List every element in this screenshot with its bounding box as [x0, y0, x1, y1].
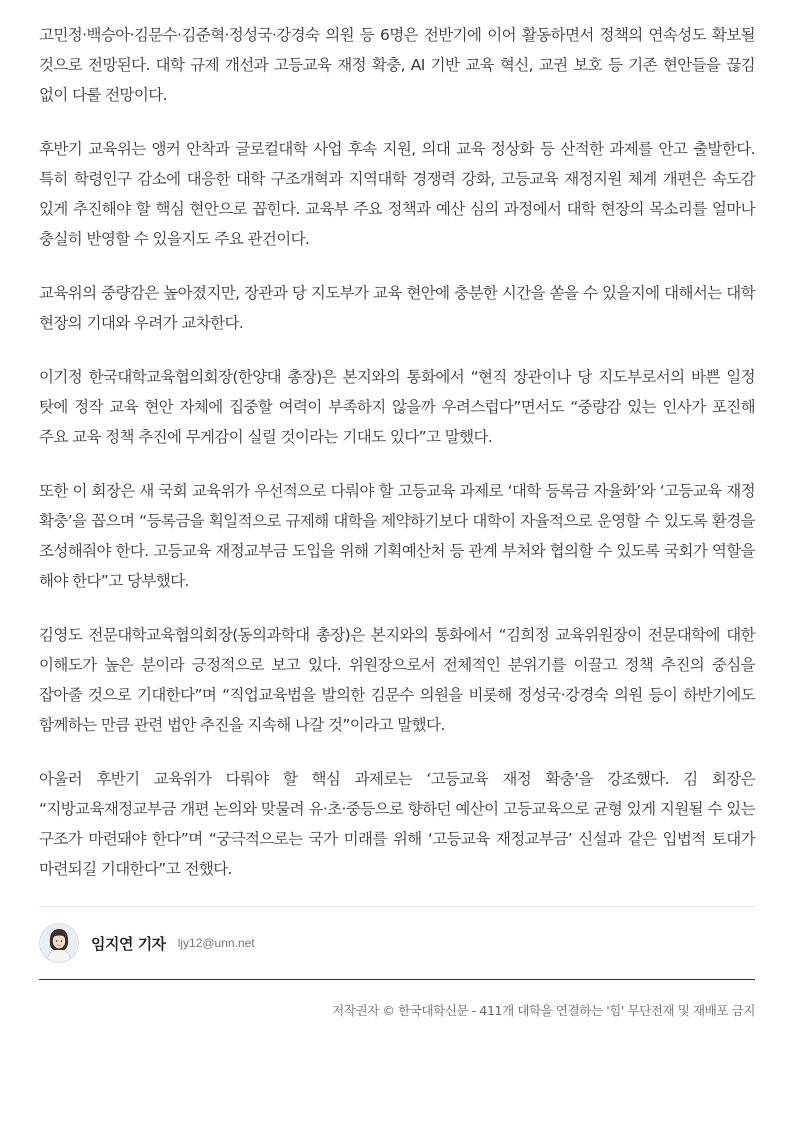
article-paragraph: 아울러 후반기 교육위가 다뤄야 할 핵심 과제로는 ‘고등교육 재정 확충’을 강조했다. 김 회장은 “지방교육재정교부금 개편 논의와 맞물려 유·초·중등으로 향하던 예산이 고등교육으로 균형 있게 지원될 수 있는 구조가 마련돼야 한다”며 “궁극적으로는 국가 미래를 위해 ‘고등교육 재정교부금’ 신설과 같은 입법적 토대가 마련되길 기대한다”고 전했다. — [39, 770, 755, 878]
footer-divider — [39, 979, 755, 980]
article-paragraph: 또한 이 회장은 새 국회 교육위가 우선적으로 다뤄야 할 고등교육 과제로 ‘대학 등록금 자율화’와 ‘고등교육 재정 확충’을 꼽으며 “등록금을 획일적으로 규제해 대학을 제약하기보다 대학이 자율적으로 운영할 수 있도록 환경을 조성해줘야 한다. 고등교육 재정교부금 도입을 위해 기획예산처 등 관계 부처와 협의할 수 있도록 국회가 역할을 해야 한다”고 당부했다. — [39, 482, 755, 590]
copyright-notice: 저작권자 © 한국대학신문 - 411개 대학을 연결하는 '힘' 무단전재 및 재배포 금지 — [332, 1003, 755, 1018]
article-paragraph: 교육위의 중량감은 높아졌지만, 장관과 당 지도부가 교육 현안에 충분한 시간을 쏟을 수 있을지에 대해서는 대학 현장의 기대와 우려가 교차한다. — [39, 284, 755, 332]
byline — [39, 922, 755, 964]
author-email[interactable]: ljy12@unn.net — [177, 936, 255, 950]
article-paragraph: 고민정·백승아·김문수·김준혁·정성국·강경숙 의원 등 6명은 전반기에 이어 활동하면서 정책의 연속성도 확보될 것으로 전망된다. 대학 규제 개선과 고등교육 재정 확충, AI 기반 교육 혁신, 교권 보호 등 기존 현안들을 끊김 없이 다룰 전망이다. — [39, 26, 755, 104]
author-name[interactable]: 임지연 기자 — [91, 934, 166, 953]
article-paragraph: 이기정 한국대학교육협의회장(한양대 총장)은 본지와의 통화에서 “현직 장관이나 당 지도부로서의 바쁜 일정 탓에 정작 교육 현안 자체에 집중할 여력이 부족하지 않을까 우려스럽다”면서도 “중량감 있는 인사가 포진해 주요 교육 정책 추진에 무게감이 실릴 것이라는 기대도 있다”고 말했다. — [39, 368, 755, 446]
article-paragraph: 후반기 교육위는 앵커 안착과 글로컬대학 사업 후속 지원, 의대 교육 정상화 등 산적한 과제를 안고 출발한다. 특히 학령인구 감소에 대응한 대학 구조개혁과 지역대학 경쟁력 강화, 고등교육 재정지원 체계 개편은 속도감 있게 추진해야 할 핵심 현안으로 꼽힌다. 교육부 주요 정책과 예산 심의 과정에서 대학 현장의 목소리를 얼마나 충실히 반영할 수 있을지도 주요 관건이다. — [39, 140, 755, 248]
article-paragraph: 김영도 전문대학교육협의회장(동의과학대 총장)은 본지와의 통화에서 “김희정 교육위원장이 전문대학에 대한 이해도가 높은 분이라 긍정적으로 보고 있다. 위원장으로서 전체적인 분위기를 이끌고 정책 추진의 중심을 잡아줄 것으로 기대한다”며 “직업교육법을 발의한 김문수 의원을 비롯해 정성국·강경숙 의원 등이 하반기에도 함께하는 만큼 관련 법안 추진을 지속해 나갈 것”이라고 말했다. — [39, 626, 755, 734]
reporter-avatar-icon[interactable] — [39, 923, 79, 963]
byline-divider — [39, 906, 755, 907]
article-body — [39, 20, 755, 908]
